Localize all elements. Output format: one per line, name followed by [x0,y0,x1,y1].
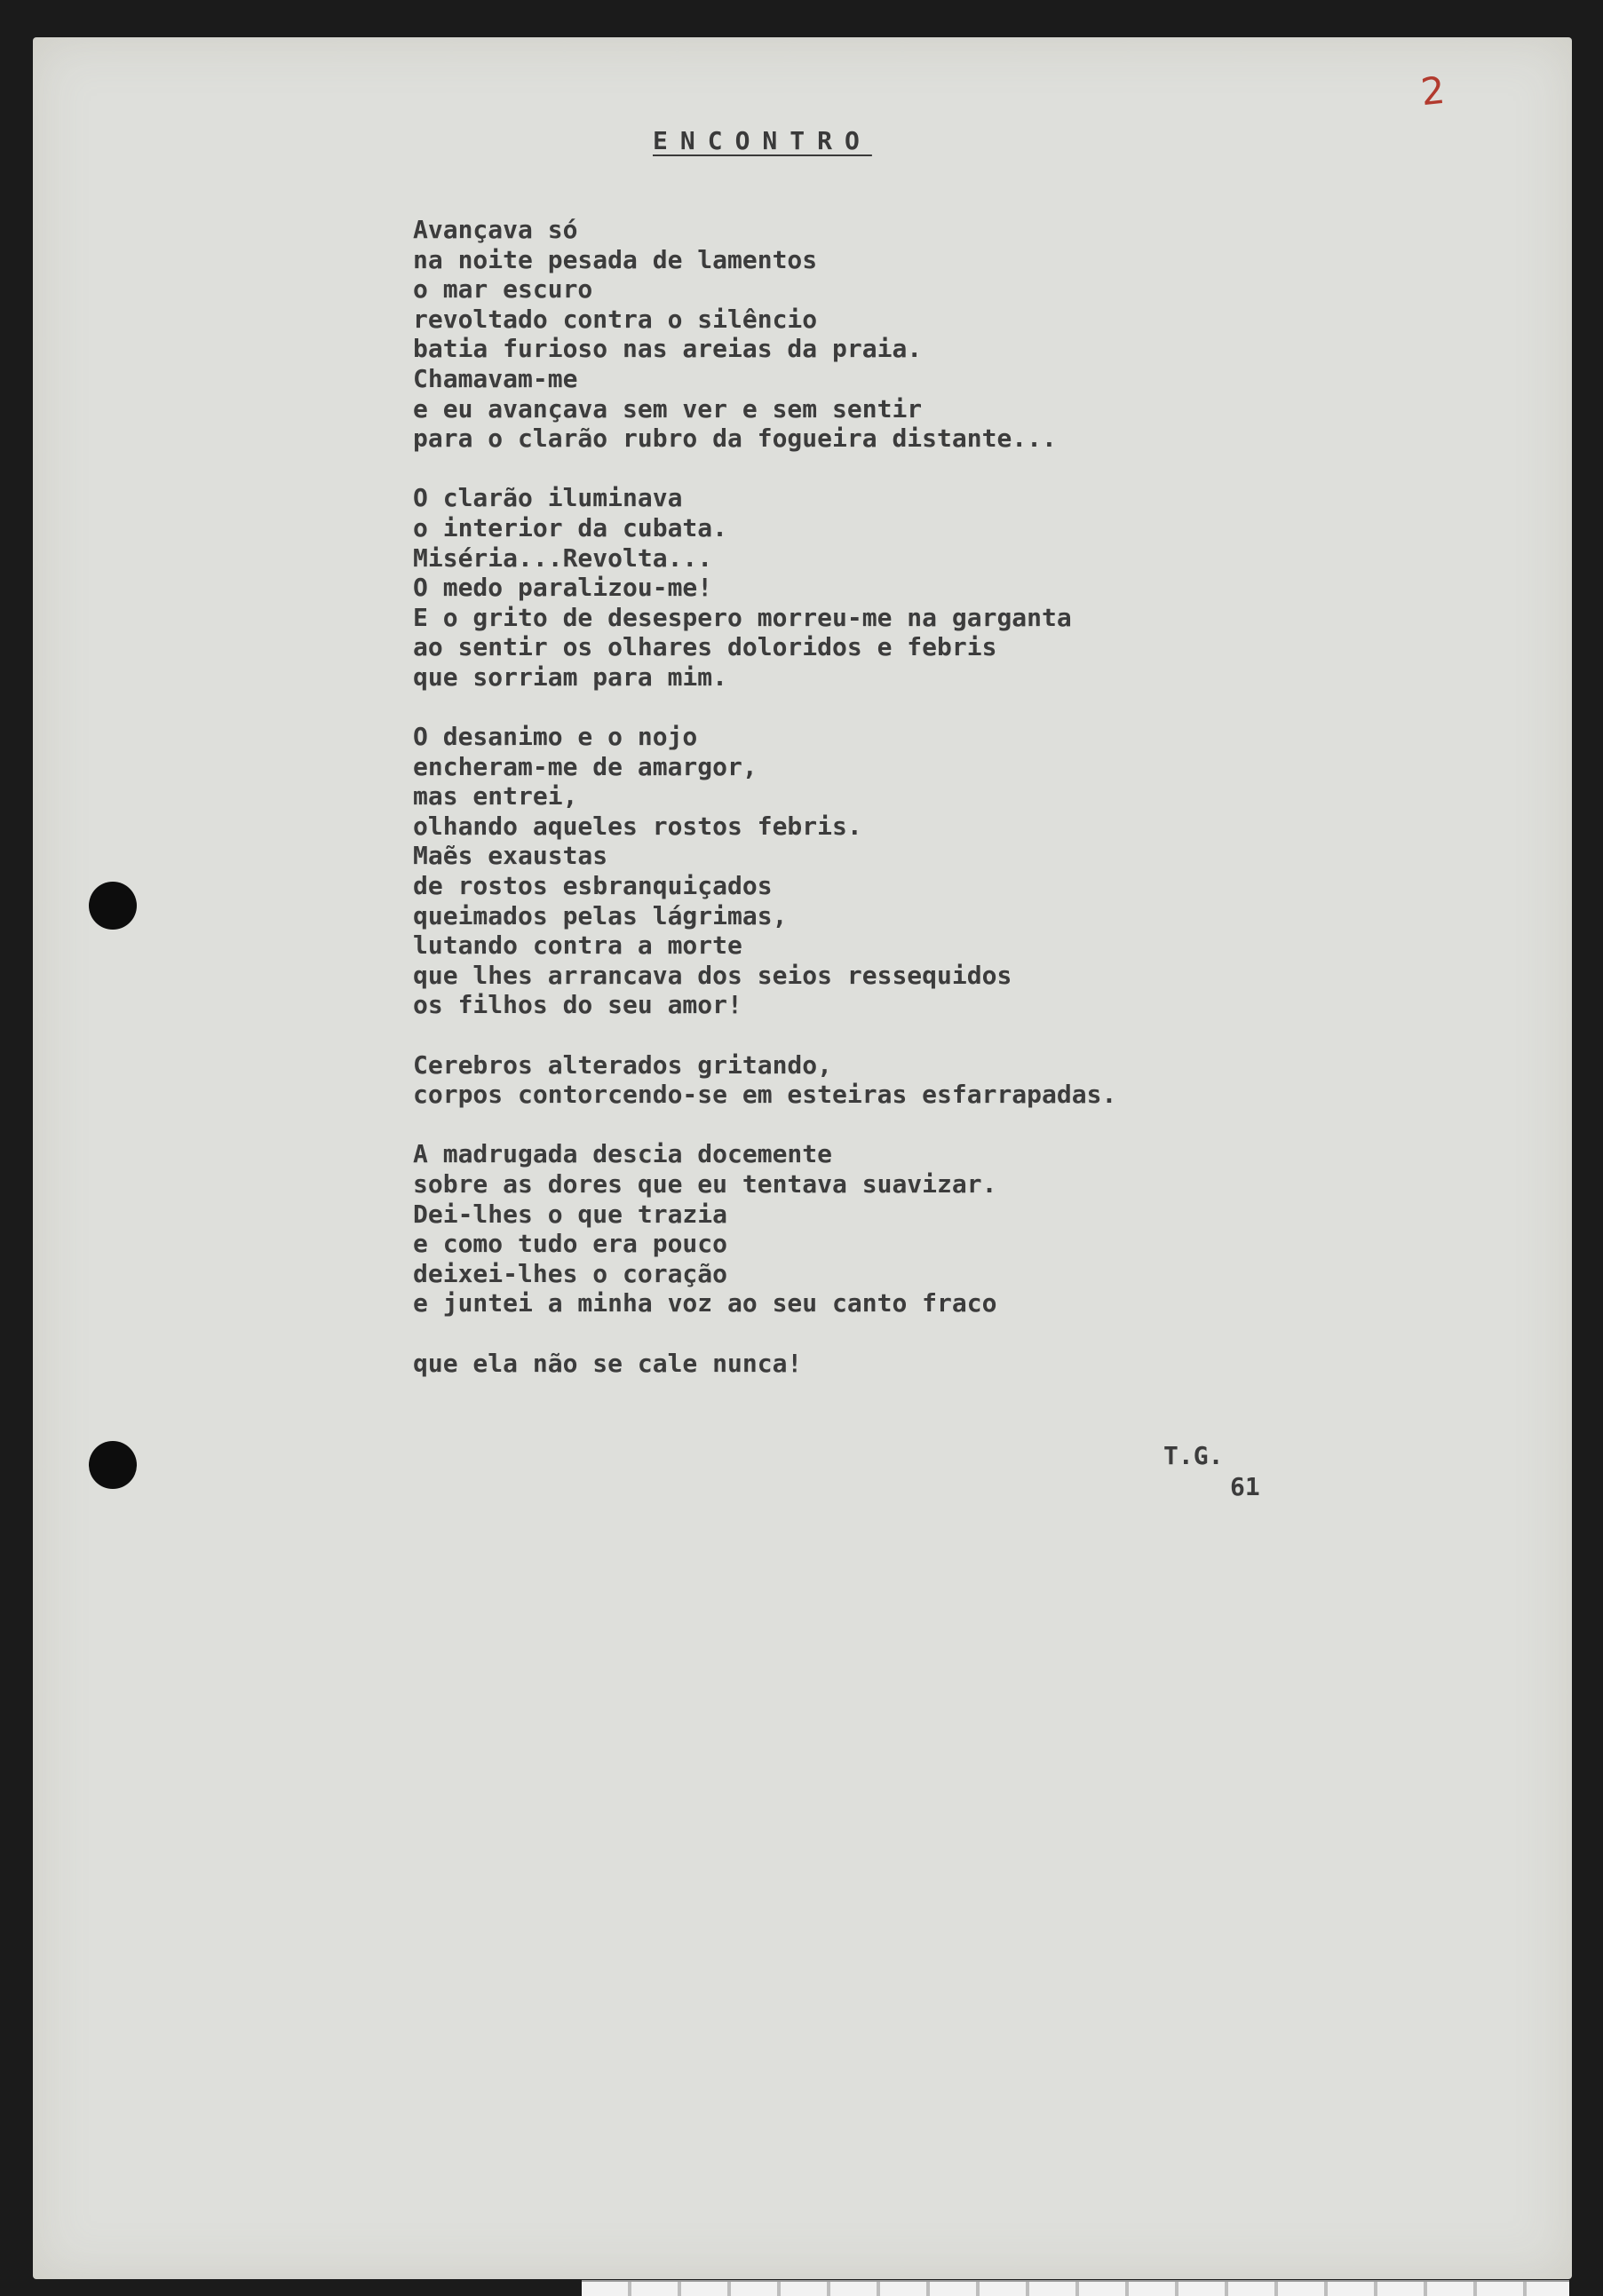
poem-line: na noite pesada de lamentos [413,244,818,274]
poem-line: O medo paralizou-me! [413,573,713,603]
punch-hole-top [89,882,137,930]
author-initials: T.G. [1163,1441,1224,1470]
poem-line: Chamavam-me [413,363,578,393]
poem-line: Cerebros alterados gritando, [413,1049,833,1080]
poem-line: para o clarão rubro da fogueira distante... [413,424,1057,454]
stanza-5 [413,1139,1116,1318]
punch-hole-bottom [89,1441,137,1489]
poem-line: e como tudo era pouco [413,1229,728,1259]
poem-line: O desanimo e o nojo [413,722,698,752]
poem-line: que lhes arrancava dos seios ressequidos [413,960,1012,990]
poem-body [413,215,1116,1378]
handwritten-page-number: 2 [1418,67,1448,115]
stanza-2 [413,483,1116,692]
poem-line: corpos contorcendo-se em esteiras esfarrapadas. [413,1080,1117,1110]
poem-line: o mar escuro [413,274,593,305]
poem-line: queimados pelas lágrimas, [413,900,788,930]
stanza-4 [413,1050,1116,1110]
poem-line: que ela não se cale nunca! [413,1348,803,1378]
poem-line: lutando contra a morte [413,930,742,961]
poem-line: batia furioso nas areias da praia. [413,334,923,364]
poem-line: e juntei a minha voz ao seu canto fraco [413,1288,997,1318]
stanza-1 [413,215,1116,454]
poem-line: sobre as dores que eu tentava suavizar. [413,1169,997,1199]
stanza-3 [413,722,1116,1020]
poem-line: Miséria...Revolta... [413,542,713,573]
poem-line: encheram-me de amargor, [413,751,758,781]
poem-line: A madrugada descia docemente [413,1139,833,1169]
poem-line: Avançava só [413,215,578,244]
poem-line: o interior da cubata. [413,512,728,542]
poem-line: olhando aqueles rostos febris. [413,811,862,841]
poem-line: Maẽs exaustas [413,841,608,871]
poem-line: E o grito de desespero morreu-me na garganta [413,602,1072,632]
poem-line: O clarão iluminava [413,483,683,513]
poem-line: deixei-lhes o coração [413,1258,728,1288]
poem-line: Dei-lhes o que trazia [413,1199,728,1229]
poem-line: que sorriam para mim. [413,661,728,692]
folio-number: 61 [1230,1472,1260,1501]
poem-title: ENCONTRO [653,126,872,155]
poem-line: ao sentir os olhares doloridos e febris [413,632,997,662]
stanza-6 [413,1349,1116,1379]
poem-line: mas entrei, [413,781,578,812]
poem-line: e eu avançava sem ver e sem sentir [413,393,923,424]
poem-line: de rostos esbranquiçados [413,871,773,901]
scale-ruler [582,2280,1569,2296]
poem-line: revoltado contra o silêncio [413,304,818,334]
poem-line: os filhos do seu amor! [413,990,742,1020]
